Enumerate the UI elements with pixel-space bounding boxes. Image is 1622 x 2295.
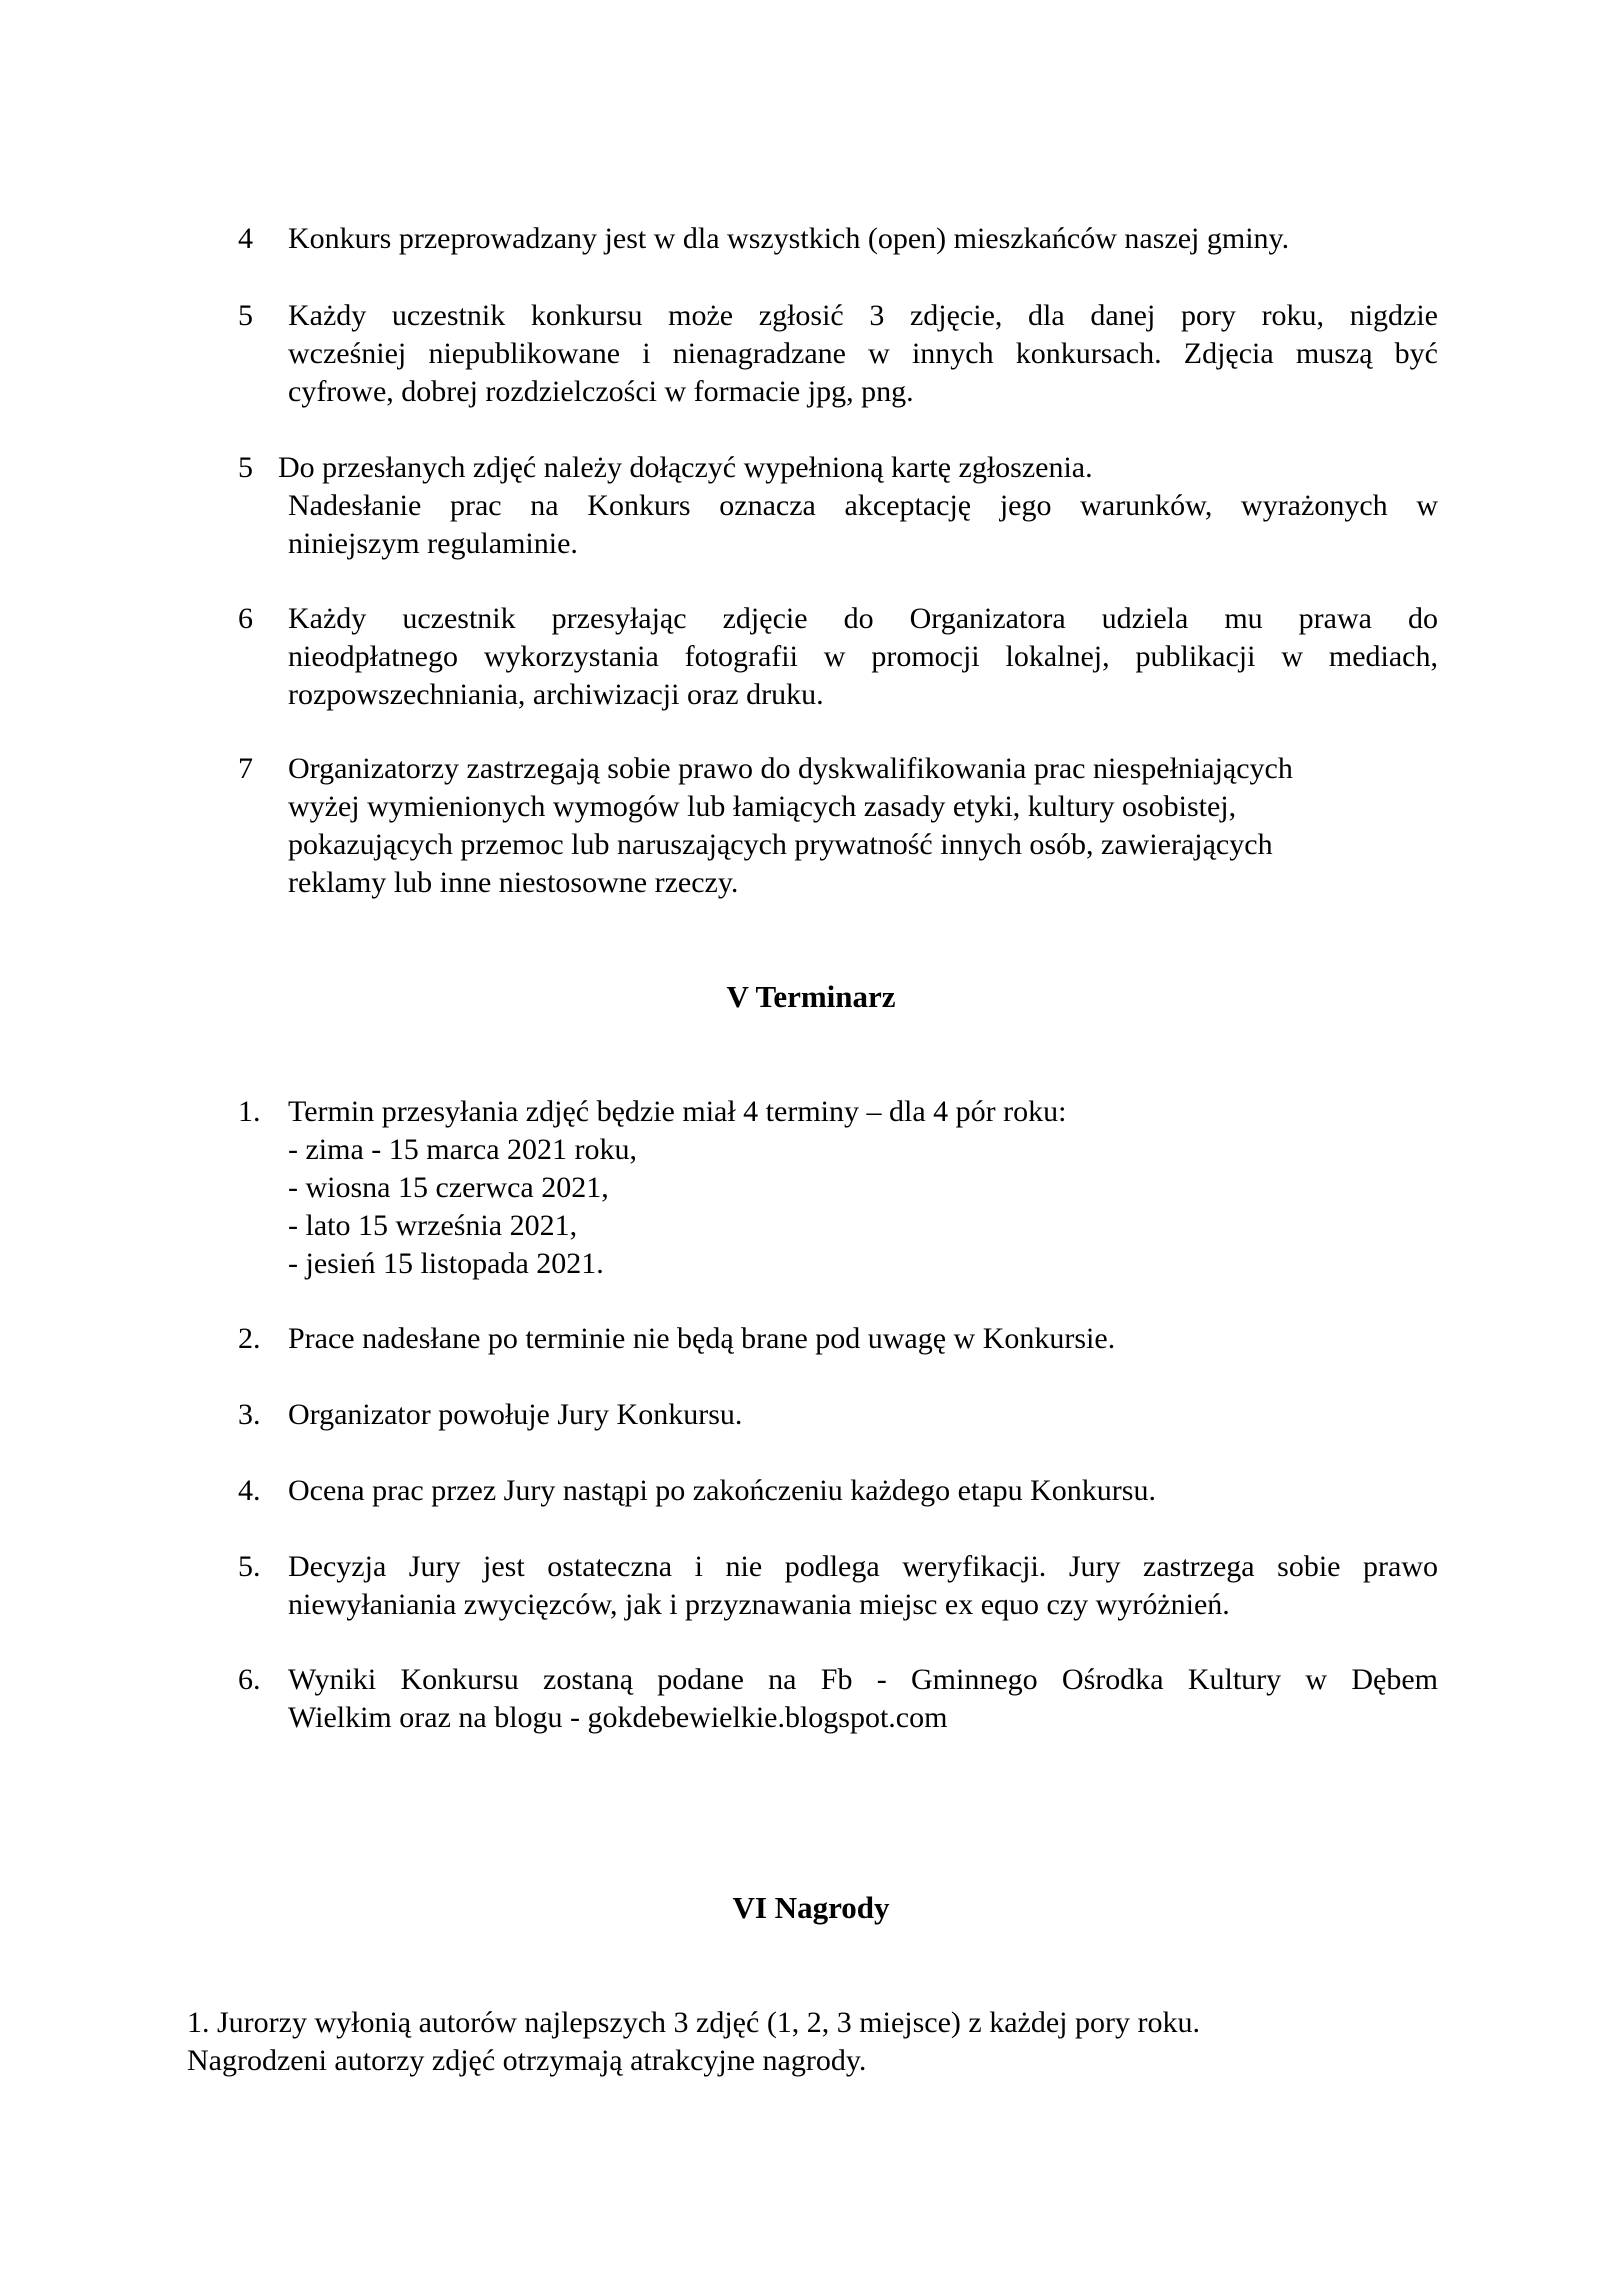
item-text-line: Każdy uczestnik przesyłając zdjęcie do Organizatora udziela mu prawa do — [288, 602, 1438, 635]
item-text-line: Wielkim oraz na blogu - gokdebewielkie.blogspot.com — [288, 1701, 948, 1734]
item-text-line: Wyniki Konkursu zostaną podane na Fb - Gminnego Ośrodka Kultury w Dębem — [288, 1663, 1438, 1696]
season-deadline-spring: - wiosna 15 czerwca 2021, — [288, 1171, 609, 1204]
item-text-line: niniejszym regulaminie. — [288, 527, 578, 560]
schedule-item-6 — [238, 1661, 1438, 1737]
item-text-line: Każdy uczestnik konkursu może zgłosić 3 zdjęcie, dla danej pory roku, nigdzie — [288, 299, 1438, 332]
item-text-line: rozpowszechniania, archiwizacji oraz druku. — [288, 678, 824, 711]
section-heading-terminarz: V Terminarz — [726, 979, 896, 1014]
item-text-line: pokazujących przemoc lub naruszających prywatność innych osób, zawierających — [288, 828, 1273, 861]
item-number: 6. — [238, 1663, 261, 1696]
item-number: 4 — [238, 222, 253, 255]
prizes-line: 1. Jurorzy wyłonią autorów najlepszych 3 zdjęć (1, 2, 3 miejsce) z każdej pory roku. — [187, 2006, 1200, 2039]
item-number: 2. — [238, 1322, 261, 1355]
item-text-line: Ocena prac przez Jury nastąpi po zakończeniu każdego etapu Konkursu. — [288, 1474, 1156, 1507]
item-number: 6 — [238, 602, 253, 635]
item-text-line: Konkurs przeprowadzany jest w dla wszystkich (open) mieszkańców naszej gminy. — [288, 222, 1290, 255]
section-heading-nagrody: VI Nagrody — [732, 1890, 890, 1925]
item-number: 4. — [238, 1474, 261, 1507]
item-number: 7 — [238, 752, 253, 785]
item-text-line: Do przesłanych zdjęć należy dołączyć wypełnioną kartę zgłoszenia. — [278, 451, 1093, 484]
schedule-item-5 — [238, 1548, 1438, 1624]
season-deadline-autumn: - jesień 15 listopada 2021. — [288, 1247, 604, 1280]
item-text-line: cyfrowe, dobrej rozdzielczości w formacie jpg, png. — [288, 375, 914, 408]
schedule-item-3 — [238, 1396, 1438, 1434]
item-number: 3. — [238, 1398, 261, 1431]
item-text-line: wyżej wymienionych wymogów lub łamiących zasady etyki, kultury osobistej, — [288, 790, 1237, 823]
item-number: 5 — [238, 451, 253, 484]
item-text-line: reklamy lub inne niestosowne rzeczy. — [288, 866, 739, 899]
item-number: 5. — [238, 1550, 261, 1583]
rule-item-5a — [238, 297, 1438, 411]
prizes-paragraph — [187, 2004, 1387, 2080]
item-number: 5 — [238, 299, 253, 332]
item-text-line: Prace nadesłane po terminie nie będą brane pod uwagę w Konkursie. — [288, 1322, 1116, 1355]
schedule-item-4 — [238, 1472, 1438, 1510]
item-text-line: nieodpłatnego wykorzystania fotografii w promocji lokalnej, publikacji w mediach, — [288, 640, 1438, 673]
rule-item-4 — [238, 220, 1438, 258]
item-text-line: Nadesłanie prac na Konkurs oznacza akceptację jego warunków, wyrażonych w — [288, 489, 1438, 522]
schedule-item-1 — [238, 1093, 1438, 1283]
rule-item-5b — [238, 449, 1438, 563]
item-number: 1. — [238, 1095, 261, 1128]
rule-item-6 — [238, 600, 1438, 714]
item-text-line: Decyzja Jury jest ostateczna i nie podlega weryfikacji. Jury zastrzega sobie prawo — [288, 1550, 1438, 1583]
item-text-line: wcześniej niepublikowane i nienagradzane w innych konkursach. Zdjęcia muszą być — [288, 337, 1438, 370]
season-deadline-summer: - lato 15 września 2021, — [288, 1209, 578, 1242]
prizes-line: Nagrodzeni autorzy zdjęć otrzymają atrakcyjne nagrody. — [187, 2044, 867, 2077]
rule-item-7 — [238, 750, 1438, 902]
item-text-line: niewyłaniania zwycięzców, jak i przyznawania miejsc ex equo czy wyróżnień. — [288, 1588, 1230, 1621]
item-text-line: Organizator powołuje Jury Konkursu. — [288, 1398, 743, 1431]
schedule-item-2 — [238, 1320, 1438, 1358]
item-text-line: Termin przesyłania zdjęć będzie miał 4 terminy – dla 4 pór roku: — [288, 1095, 1067, 1128]
item-text-line: Organizatorzy zastrzegają sobie prawo do dyskwalifikowania prac niespełniających — [288, 752, 1293, 785]
season-deadline-winter: - zima - 15 marca 2021 roku, — [288, 1133, 638, 1166]
